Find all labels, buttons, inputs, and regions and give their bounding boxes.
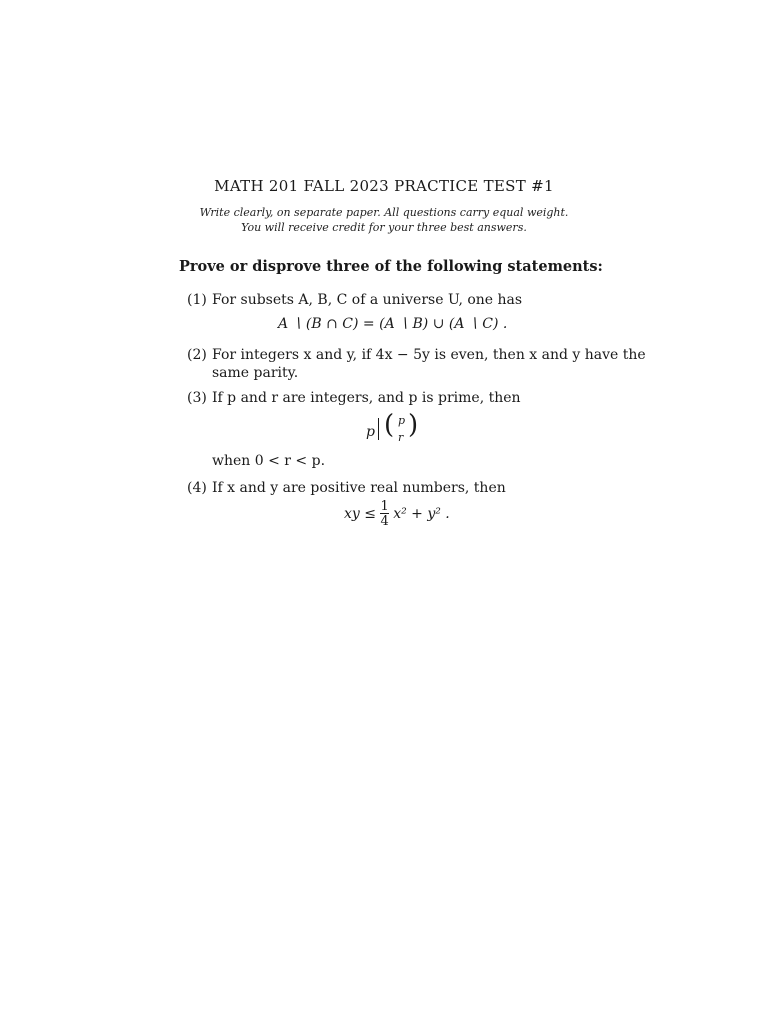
fraction <box>380 500 388 528</box>
instructions-line-1: Write clearly, on separate paper. All questions carry equal weight. <box>199 206 569 219</box>
question-3-number: (3) <box>187 390 207 406</box>
question-3-text-after: when 0 < r < p. <box>212 453 326 469</box>
fraction-numerator: 1 <box>380 499 389 514</box>
question-2-text-line-1: For integers x and y, if 4x − 5y is even, then x and y have the <box>212 347 646 363</box>
question-3-text: If p and r are integers, and p is prime, then <box>212 390 521 406</box>
fraction-denominator: 4 <box>380 514 389 529</box>
question-2-text-line-2: same parity. <box>212 365 299 381</box>
binom-bottom: r <box>398 431 404 444</box>
page-title: MATH 201 FALL 2023 PRACTICE TEST #1 <box>214 177 554 195</box>
eq-left: xy ≤ <box>344 506 376 522</box>
question-1-number: (1) <box>187 292 207 308</box>
question-4-number: (4) <box>187 480 207 496</box>
question-4-equation <box>344 500 450 528</box>
binom-top: p <box>398 414 406 427</box>
right-paren: ) <box>408 410 419 440</box>
left-paren: ( <box>384 410 395 440</box>
eq-right: x² + y² . <box>393 506 450 522</box>
question-1-text: For subsets A, B, C of a universe U, one has <box>212 292 523 308</box>
question-2-number: (2) <box>187 347 207 363</box>
question-4-text: If x and y are positive real numbers, then <box>212 480 506 496</box>
divides-bar <box>378 418 379 440</box>
section-heading: Prove or disprove three of the following statements: <box>179 258 603 275</box>
divisor: p <box>366 424 375 440</box>
instructions-line-2: You will receive credit for your three best answers. <box>241 221 527 234</box>
question-1-equation: A ∖ (B ∩ C) = (A ∖ B) ∪ (A ∖ C) . <box>278 316 508 332</box>
